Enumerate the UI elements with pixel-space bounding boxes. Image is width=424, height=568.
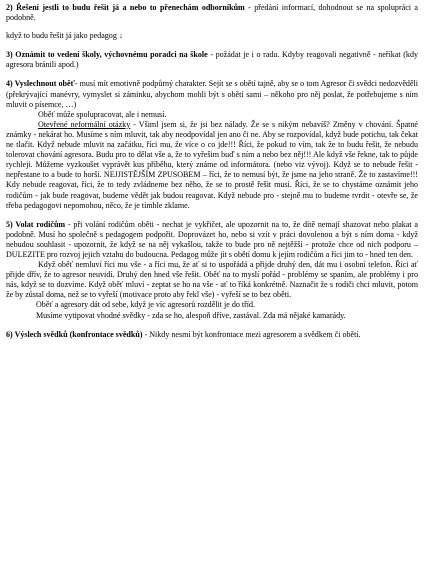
section-6-paragraph xyxy=(6,330,418,340)
section-2-paragraph xyxy=(6,3,418,23)
section-3-text: - požádat je i o radu. Kdyby reagovali negativně - neříkat (kdy agresora bránili apod.) xyxy=(6,50,418,70)
section-6-text: - Nikdy nesmí být konfrontace mezi agresorem a svědkem či obětí. xyxy=(142,329,361,339)
down-arrow-icon: ↓ xyxy=(118,31,123,41)
section-4-paragraph-1 xyxy=(6,79,418,109)
section-3-heading: 3) Oznámit to vedení školy, výchovnému poradci na škole xyxy=(6,50,208,60)
section-5-paragraph-4: Musíme vytipovat vhodné svědky - zda se ho, alespoň dříve, zastával. Zda má nějaké kamarády. xyxy=(36,310,346,320)
section-5-paragraph-3: Oběť a agresory dát od sebe, když je víc agresorů rozdělit je do tříd. xyxy=(36,300,256,310)
section-6-heading: 6) Výslech svědků (konfrontace svědků) xyxy=(6,329,143,339)
section-5-heading: 5) Volat rodičům xyxy=(6,219,66,229)
section-4-text-1: - musí mít emotivně podpůrný charakter. Sejít se s obětí tajně, aby se o tom Agresor či svědci nedozvěděli (překrývající manévry, vymyslet si záminku, abychom mohli být s obětí sami – někoho pro něj poslat, že potřebujeme s ním mluvit o písemce, …) xyxy=(6,79,418,109)
section-2-heading: 2) Řešení jestli to budu řešit já a nebo to přenechám odborníkům xyxy=(6,3,245,12)
section-4-paragraph-3 xyxy=(6,120,418,211)
section-5-text-1: - při volání rodičům oběti - nechat je vykřičet, ale upozornit na to, že dítě nemají shazovat nebo plakat a podobně. Musí ho společně s pedagogem podpořit. Doprovázet ho, nebo si vzít v práci dovolenou a být s ním doma - když nebudou souhlasit - upozornit, že když se na něj vykašlou, takže to bude pro ně nejtěžší - protože chce od nich podporu – DULEZITE pro rozvoj jejich vztahu do budoucna. Pedagog může jít s obětí domu k jejím rodičům a říci jim to - hned ten den. xyxy=(6,219,418,259)
section-2-decision-line: když to budu řešit já jako pedagog ↓ xyxy=(6,31,123,41)
section-4-text-3: - Všiml jsem si, že jsi bez nálady. Že se s nikým nebavíš? Změny v chování. Špatné známky - nekárat ho. Musíme s ním mluvit, tak aby neodpovídal jen ano či ne. Aby se rozpovídal, když bude potichu, tak čekat ne tlačit. Když nebude mluvit na začátku, říci mu, že více o co jde!!! Říci, že pokud to vím, tak že to budu řešit, že nebudu tolerovat chování agresora. Budu pro to dělat vše a, že to vyřešim buď s ním a nebo bez něj!!! Ale když vše řekne, tak to půjde rychleji. Můžeme vyzkoušet vyprávět kus příběhu, který známe od informátora. (nebo viz vývoj). Když se to nebude řešit - nepřestane to a bude to horší. NEJJISTĚJŠÍM ZPUSOBEM – říci, že to nemusí být, že jsme na jeho straně. Že to zastavíme!!! Kdy nebude reagovat, říci, že to tedy zvládneme bez něho, že se to prostě řešit musí. Říci, že se to chystáme oznámit jeho rodičům - jak bude reagovat, budeme vědět jak budou reagovat. Když nebude pro - stejně mu to budeme tvrdit - otevře se, že třeba pedagogovi nepomohou, něco, že je tímhle zklame. xyxy=(6,119,419,210)
section-4-paragraph-2: Oběť může spolupracovat, ale i nemusí. xyxy=(38,109,167,119)
section-3-paragraph xyxy=(6,50,418,70)
section-5-paragraph-1 xyxy=(6,220,418,260)
section-2-text: - předání informací, dohodnout se na spolupráci a podobně. xyxy=(6,3,418,23)
section-4-heading: 4) Vyslechnout oběť xyxy=(6,79,75,89)
open-questions-label: Otevřené neformální otázky xyxy=(38,119,131,129)
section-5-paragraph-2: Když oběť nemluví říci mu vše - a říci mu, že ať si to uspořádá a přijde druhý den, dát mu i osobní telefon. Říci ať přijde dřív, že to agresor neuvidí. Druhý den hned vše řešit. Oběť na to myslí pořád - problémy se spaním, ale problémy i pro nás, když se to dozvíme. Když oběť mluví - zeptat se ho na vše - ať to říká konkrétně. Naznačit že s rodiči chci mluvit, potom že by zůstal doma, než se to vyřeší (motivace proto aby řekl vše) - vyřeší se to bez oběti. xyxy=(6,260,418,300)
